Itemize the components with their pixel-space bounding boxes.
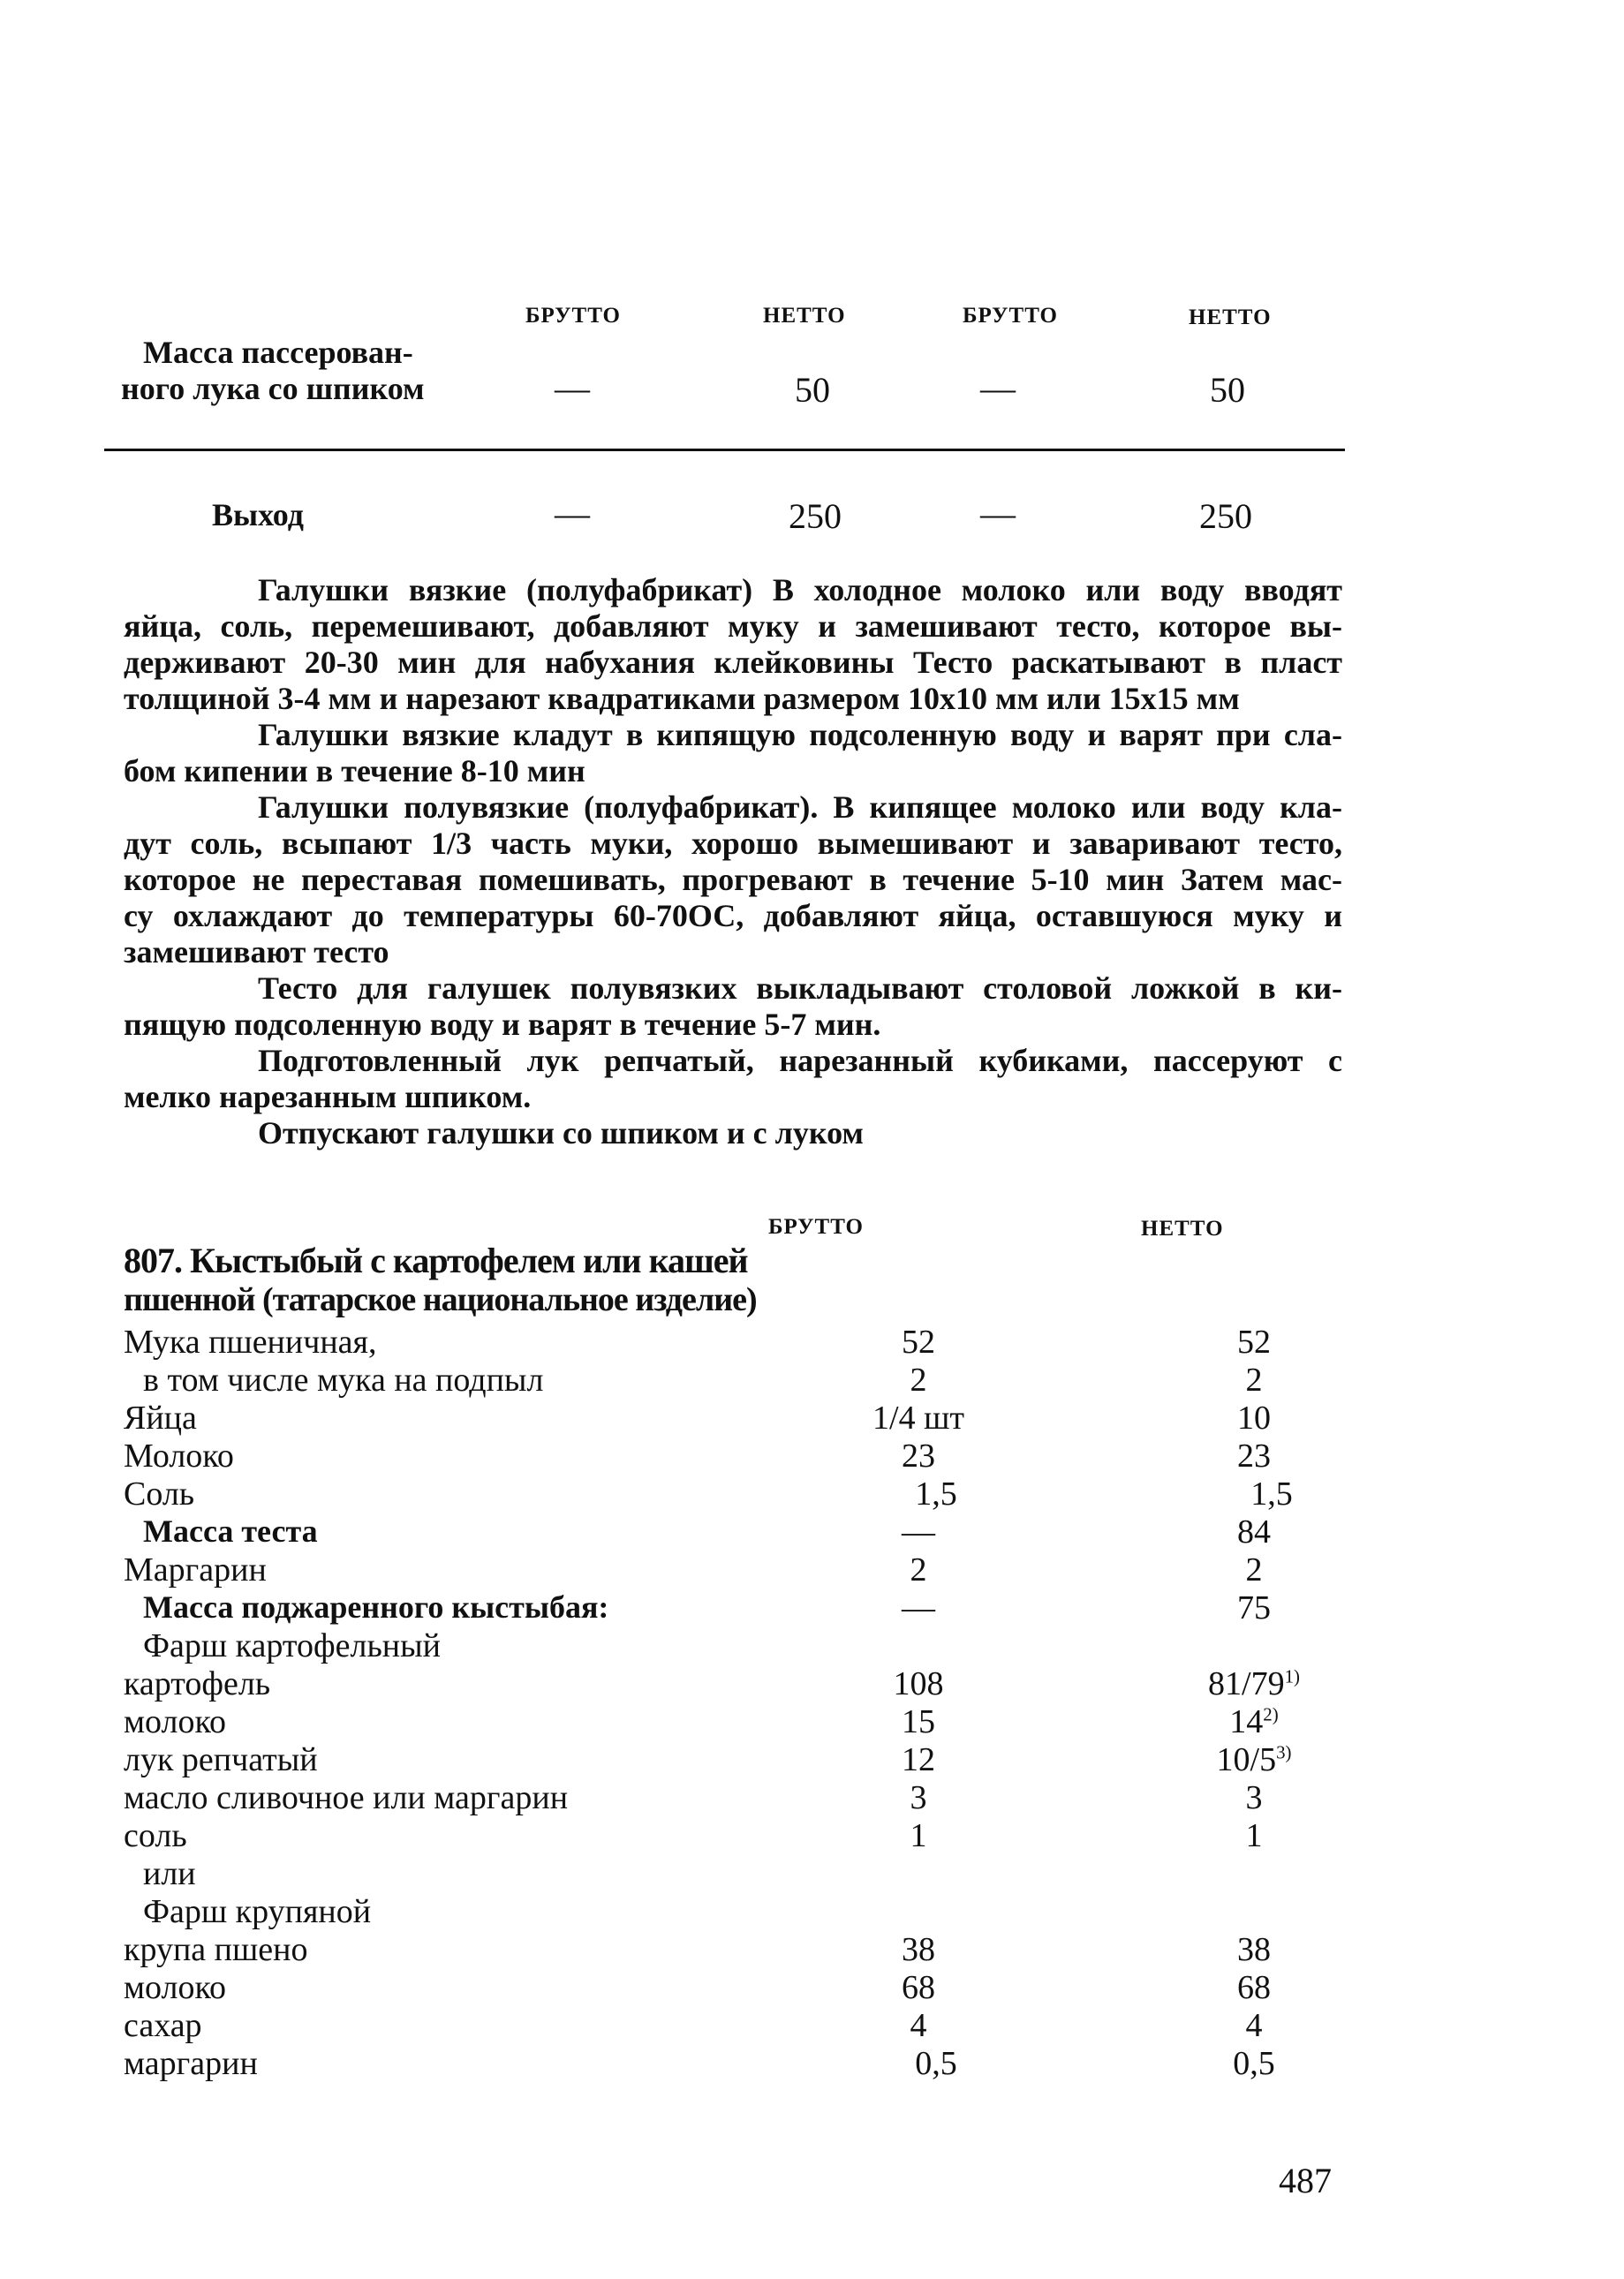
- ingredient-netto: 2: [1245, 1551, 1263, 1589]
- ingredient-netto: 4: [1245, 2007, 1263, 2044]
- ingredient-name: в том числе мука на подпыл: [143, 1362, 544, 1399]
- footnote-mark: 3): [1276, 1741, 1292, 1763]
- ingredient-name: лук репчатый: [124, 1741, 318, 1778]
- footnote-mark: 2): [1263, 1703, 1279, 1725]
- ingredient-name: Молоко: [124, 1438, 234, 1475]
- ingredient-netto: 38: [1237, 1931, 1271, 1968]
- recipe-header-brutto: БРУТТО: [768, 1215, 864, 1239]
- ingredient-brutto: 23: [902, 1438, 935, 1475]
- ingredient-name: картофель: [124, 1665, 271, 1702]
- netto-value: 81/79: [1208, 1665, 1285, 1702]
- output-netto-1: 250: [789, 496, 842, 536]
- ingredient-name: молоко: [124, 1703, 227, 1740]
- ingredient-brutto: 38: [902, 1931, 935, 1968]
- ingredient-netto: 75: [1237, 1589, 1271, 1626]
- mass-label-line2: ного лука со шпиком: [121, 371, 425, 406]
- ingredient-brutto: 12: [902, 1741, 935, 1778]
- output-label: Выход: [212, 497, 304, 532]
- ingredient-name: Маргарин: [124, 1551, 267, 1589]
- ingredient-brutto: 52: [902, 1324, 935, 1361]
- ingredient-brutto: 1,5: [915, 1475, 957, 1513]
- ingredient-netto: 3: [1245, 1779, 1263, 1816]
- ingredient-name: Масса поджаренного кыстыбая:: [143, 1589, 609, 1625]
- text-line: мелко нарезанным шпиком.: [124, 1079, 532, 1114]
- mass-brutto-2: —: [980, 368, 1016, 408]
- text-line: держивают 20-30 мин для набухания клейковины Тесто раскатывают в пласт: [124, 645, 1342, 680]
- recipe-header-netto: НЕТТО: [1141, 1217, 1224, 1241]
- ingredient-netto: 84: [1237, 1513, 1271, 1551]
- ingredient-netto: 10: [1237, 1400, 1271, 1437]
- output-brutto-1: —: [555, 494, 590, 533]
- ingredient-brutto: 2: [910, 1362, 927, 1399]
- ingredient-name: молоко: [124, 1969, 227, 2006]
- text-line: Галушки полувязкие (полуфабрикат). В кипящее молоко или воду кла-: [258, 789, 1342, 825]
- ingredient-netto: 23: [1237, 1438, 1271, 1475]
- ingredient-brutto: 15: [902, 1703, 935, 1740]
- ingredient-name: Яйца: [124, 1400, 197, 1437]
- output-netto-2: 250: [1199, 496, 1252, 536]
- ingredient-brutto: 1: [910, 1817, 927, 1854]
- table-divider: [104, 449, 1345, 451]
- text-line: Галушки вязкие (полуфабрикат) В холодное молоко или воду вводят: [258, 572, 1342, 607]
- ingredient-name: Фарш картофельный: [143, 1627, 441, 1664]
- ingredient-brutto: 4: [910, 2007, 927, 2044]
- ingredient-netto: [1166, 1702, 1342, 1741]
- text-line: бом кипении в течение 8-10 мин: [124, 753, 585, 789]
- ingredient-netto: 2: [1245, 1362, 1263, 1399]
- text-line: толщиной 3-4 мм и нарезают квадратиками размером 10х10 мм или 15х15 мм: [124, 681, 1240, 716]
- footnote-mark: 1): [1284, 1665, 1300, 1687]
- ingredient-netto: 1,5: [1250, 1475, 1293, 1513]
- ingredient-name: маргарин: [124, 2045, 258, 2082]
- ingredient-name: или: [143, 1855, 196, 1892]
- mass-netto-1: 50: [795, 370, 830, 410]
- ingredient-netto: 52: [1237, 1324, 1271, 1361]
- text-line: су охлаждают до температуры 60-70ОС, добавляют яйца, оставшуюся муку и: [124, 898, 1342, 933]
- ingredient-name: соль: [124, 1817, 187, 1854]
- text-line: замешивают тесто: [124, 934, 389, 970]
- recipe-title-line2: пшенной (татарское национальное изделие): [124, 1281, 757, 1318]
- recipe-title-line1: 807. Кыстыбый с картофелем или кашей: [124, 1241, 748, 1280]
- ingredient-brutto: 3: [910, 1779, 927, 1816]
- text-line: дут соль, всыпают 1/3 часть муки, хорошо вымешивают и заваривают тесто,: [124, 826, 1342, 861]
- ingredient-brutto: 1/4 шт: [872, 1400, 964, 1437]
- top-header-brutto-2: БРУТТО: [963, 304, 1058, 328]
- ingredient-name: Масса теста: [143, 1513, 318, 1549]
- text-line: Подготовленный лук репчатый, нарезанный кубиками, пассеруют с: [258, 1043, 1342, 1078]
- ingredient-netto: [1166, 1740, 1342, 1779]
- text-line: яйца, соль, перемешивают, добавляют муку и замешивают тесто, которое вы-: [124, 608, 1342, 644]
- netto-value: 10/5: [1216, 1741, 1277, 1778]
- ingredient-brutto: —: [902, 1513, 935, 1551]
- ingredient-name: сахар: [124, 2007, 202, 2044]
- mass-label-line1: Масса пассерован-: [143, 335, 413, 370]
- ingredient-name: Фарш крупяной: [143, 1893, 372, 1930]
- top-header-brutto-1: БРУТТО: [525, 304, 621, 328]
- text-line: Тесто для галушек полувязких выкладывают столовой ложкой в ки-: [258, 970, 1342, 1006]
- ingredient-brutto: 2: [910, 1551, 927, 1589]
- ingredient-name: Мука пшеничная,: [124, 1324, 377, 1361]
- text-line: Отпускают галушки со шпиком и с луком: [258, 1115, 864, 1151]
- ingredient-name: масло сливочное или маргарин: [124, 1779, 569, 1816]
- ingredient-name: крупа пшено: [124, 1931, 308, 1968]
- mass-netto-2: 50: [1210, 370, 1245, 410]
- ingredient-netto: 0,5: [1233, 2045, 1275, 2082]
- netto-value: 14: [1229, 1703, 1264, 1740]
- recipe-instructions: [124, 572, 1342, 1151]
- ingredient-netto: 1: [1245, 1817, 1263, 1854]
- text-line: пящую подсоленную воду и варят в течение 5-7 мин.: [124, 1007, 881, 1042]
- top-header-netto-1: НЕТТО: [763, 304, 846, 328]
- text-line: которое не переставая помешивать, прогревают в течение 5-10 мин Затем мас-: [124, 862, 1342, 897]
- ingredient-netto: 68: [1237, 1969, 1271, 2006]
- output-brutto-2: —: [980, 494, 1016, 533]
- text-line: Галушки вязкие кладут в кипящую подсоленную воду и варят при сла-: [258, 717, 1342, 752]
- ingredient-brutto: —: [902, 1589, 935, 1626]
- top-header-netto-2: НЕТТО: [1189, 306, 1272, 329]
- page-number: 487: [1279, 2161, 1332, 2200]
- ingredient-brutto: 108: [893, 1665, 944, 1702]
- ingredient-name: Соль: [124, 1475, 195, 1513]
- ingredient-brutto: 68: [902, 1969, 935, 2006]
- ingredient-brutto: 0,5: [915, 2045, 957, 2082]
- ingredient-netto: [1166, 1664, 1342, 1703]
- mass-brutto-1: —: [555, 368, 590, 408]
